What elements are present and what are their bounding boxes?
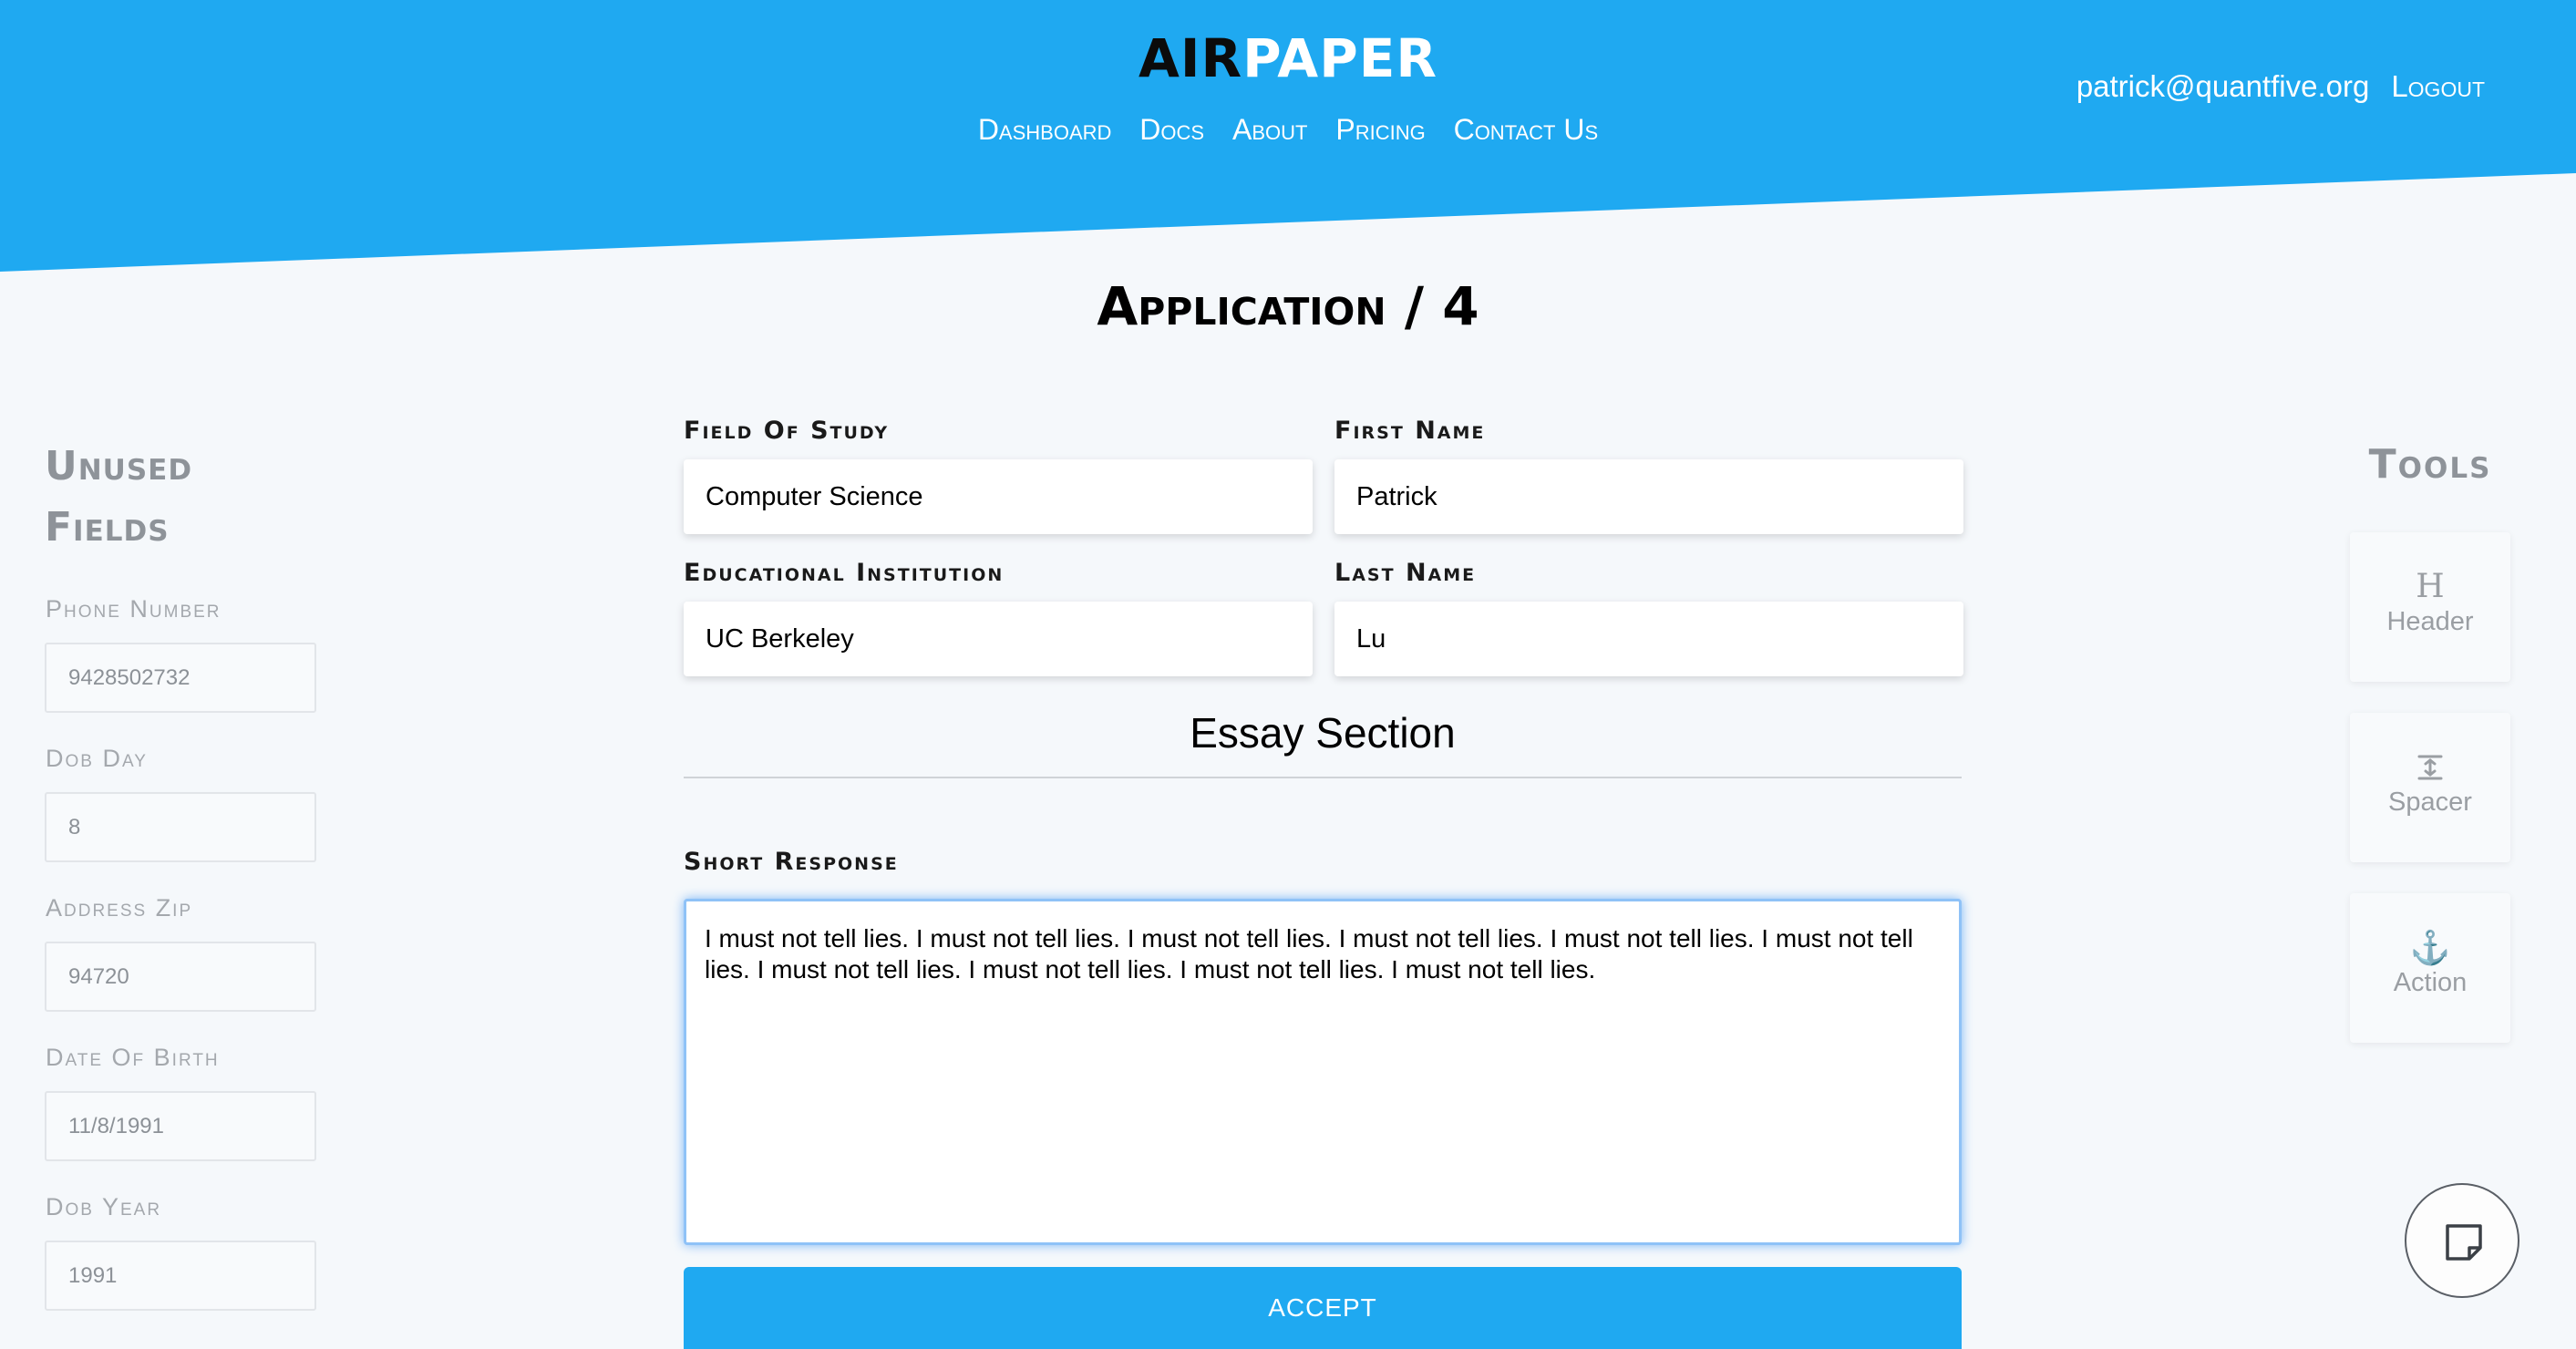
unused-field-address-zip[interactable]: 94720 xyxy=(45,942,316,1012)
last-name-input[interactable]: Lu xyxy=(1334,602,1963,676)
short-response-textarea[interactable]: I must not tell lies. I must not tell lies. I must not tell lies. I must not tell lies. I must not tell lies. I must not tell lies. I must not tell lies. I must not tell lies. I must not tell lies. I must not tell lies. xyxy=(684,899,1962,1245)
logo-part-2: PAPER xyxy=(1242,27,1437,89)
user-menu xyxy=(2076,69,2485,104)
tool-header-label: Header xyxy=(2386,607,2474,636)
field-of-study-input[interactable]: Computer Science xyxy=(684,459,1313,534)
unused-field-label-phone-number: Phone Number xyxy=(46,595,222,623)
essay-section-title: Essay Section xyxy=(1190,709,1456,757)
educational-institution-input[interactable]: UC Berkeley xyxy=(684,602,1313,676)
tool-spacer-label: Spacer xyxy=(2388,788,2472,817)
unused-field-label-address-zip: Address Zip xyxy=(46,894,193,922)
unused-field-label-dob-year: Dob Year xyxy=(46,1193,162,1220)
field-of-study-label: Field Of Study xyxy=(684,417,890,445)
logo-part-1: AIR xyxy=(1138,27,1243,89)
nav-dashboard[interactable]: Dashboard xyxy=(977,113,1112,146)
user-email[interactable]: patrick@quantfive.org xyxy=(2076,69,2370,103)
spacer-icon xyxy=(2350,749,2510,786)
essay-section-divider xyxy=(684,777,1962,778)
unused-fields-title: Unused Fields xyxy=(45,443,193,551)
sticky-note-icon xyxy=(2444,1222,2484,1262)
first-name-input[interactable]: Patrick xyxy=(1334,459,1963,534)
first-name-label: First Name xyxy=(1334,417,1486,445)
page-title: Application / 4 xyxy=(1097,275,1479,337)
last-name-label: Last Name xyxy=(1334,559,1477,587)
unused-field-dob-day[interactable]: 8 xyxy=(45,792,316,862)
anchor-icon: ⚓ xyxy=(2409,929,2451,966)
note-button[interactable] xyxy=(2405,1183,2519,1298)
logout-link[interactable]: Logout xyxy=(2391,69,2485,103)
tool-header[interactable] xyxy=(2350,532,2510,682)
tool-action-label: Action xyxy=(2393,968,2468,997)
unused-field-dob-year[interactable]: 1991 xyxy=(45,1241,316,1311)
unused-field-label-dob-day: Dob Day xyxy=(46,745,148,772)
tool-action[interactable] xyxy=(2350,893,2510,1043)
unused-field-date-of-birth[interactable]: 11/8/1991 xyxy=(45,1091,316,1161)
tool-spacer[interactable] xyxy=(2350,713,2510,862)
nav-pricing[interactable]: Pricing xyxy=(1335,113,1426,146)
educational-institution-label: Educational Institution xyxy=(684,559,1005,587)
tools-title: Tools xyxy=(2368,441,2492,488)
unused-field-label-date-of-birth: Date Of Birth xyxy=(46,1044,220,1071)
main-nav xyxy=(0,113,2576,147)
nav-contact-us[interactable]: Contact Us xyxy=(1453,113,1599,146)
nav-about[interactable]: About xyxy=(1231,113,1308,146)
unused-field-phone-number[interactable]: 9428502732 xyxy=(45,643,316,713)
nav-docs[interactable]: Docs xyxy=(1139,113,1205,146)
short-response-label: Short Response xyxy=(684,848,899,876)
accept-button[interactable]: ACCEPT xyxy=(684,1267,1962,1349)
header-icon: H xyxy=(2416,568,2445,605)
